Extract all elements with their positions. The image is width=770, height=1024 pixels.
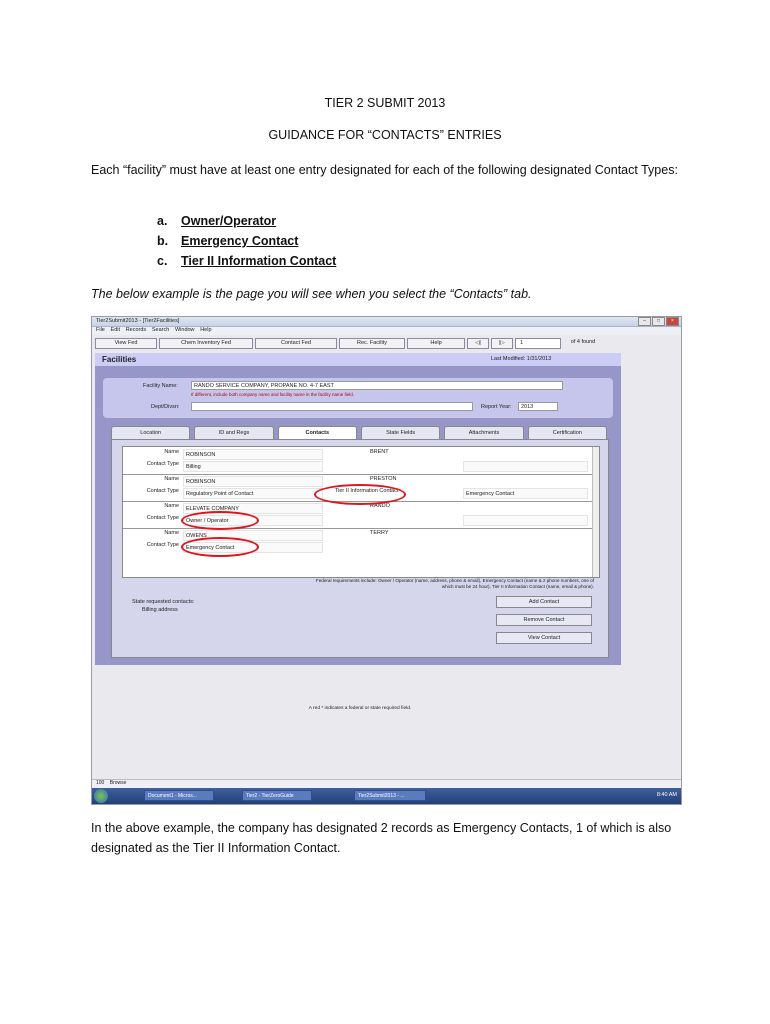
name-label: Name — [164, 503, 179, 509]
record-number-field[interactable]: 1 — [515, 338, 561, 349]
contacts-list — [122, 446, 600, 578]
contact-last-name: OWENS — [183, 530, 323, 541]
required-field-note: A red * indicates a federal or state required field. — [308, 706, 412, 711]
tab-certification[interactable]: Certification — [528, 426, 607, 439]
window-controls — [638, 317, 679, 326]
list-marker: c. — [157, 254, 168, 268]
nav-rec-facility-button[interactable]: Rec. Facility — [339, 338, 405, 349]
taskbar-item[interactable]: Tier2 - TierZeroGuide — [242, 790, 312, 801]
facility-panel — [95, 366, 621, 711]
contact-type-list — [157, 211, 336, 271]
menu-window[interactable]: Window — [174, 327, 195, 333]
contact-type-value: Billing — [183, 461, 323, 472]
maximize-icon[interactable]: □ — [652, 317, 665, 326]
record-count: of 4 found — [570, 339, 596, 345]
tab-state-fields[interactable]: State Fields — [361, 426, 440, 439]
menu-edit[interactable]: Edit — [110, 327, 121, 333]
windows-taskbar — [92, 788, 681, 804]
contact-last-name: ROBINSON — [183, 476, 323, 487]
menu-help[interactable]: Help — [200, 327, 212, 333]
menu-search[interactable]: Search — [151, 327, 170, 333]
table-row[interactable] — [123, 449, 593, 461]
contact-extra-empty — [463, 461, 588, 472]
nav-chem-inventory-button[interactable]: Chem Inventory Fed — [159, 338, 253, 349]
list-text: Emergency Contact — [181, 234, 299, 248]
view-contact-button[interactable]: View Contact — [496, 632, 592, 644]
nav-view-fed-button[interactable]: View Fed — [95, 338, 157, 349]
contact-first-name: PRESTON — [370, 476, 397, 482]
contact-first-name: BRENT — [370, 449, 389, 455]
divider — [123, 474, 593, 475]
zoom-level[interactable]: 100 — [96, 780, 105, 786]
doc-title: TIER 2 SUBMIT 2013 — [324, 96, 446, 110]
nav-contact-fed-button[interactable]: Contact Fed — [255, 338, 337, 349]
facility-name-warning: If different, include both company name and facility name in the facility name field. — [191, 392, 355, 397]
contact-first-name: RANDO — [370, 503, 390, 509]
app-screenshot — [91, 316, 682, 805]
contact-type-label: Contact Type — [146, 542, 179, 548]
start-icon[interactable] — [94, 789, 108, 803]
contact-type-value: Owner / Operator — [183, 515, 323, 526]
minimize-icon[interactable]: – — [638, 317, 651, 326]
tab-id-and-regs[interactable]: ID and Regs — [194, 426, 273, 439]
list-marker: b. — [157, 234, 169, 248]
doc-conclusion: In the above example, the company has designated 2 records as Emergency Contacts, 1 of which is also designated as the Tier II Information Contact. — [91, 821, 672, 855]
facility-name-input[interactable]: RANDO SERVICE COMPANY, PROPANE NO. 4-7 EAST — [191, 381, 563, 390]
list-text: Tier II Information Contact — [181, 254, 337, 268]
list-item — [157, 251, 336, 271]
tab-attachments[interactable]: Attachments — [444, 426, 523, 439]
name-label: Name — [164, 530, 179, 536]
window-title: Tier2Submit2013 - [Tier2Facilities] — [96, 318, 180, 324]
contact-type-value: Emergency Contact — [183, 542, 323, 553]
contact-type-label: Contact Type — [146, 461, 179, 467]
facilities-header — [95, 353, 621, 366]
next-record-icon[interactable]: |▷ — [491, 338, 513, 349]
add-contact-button[interactable]: Add Contact — [496, 596, 592, 608]
last-modified — [491, 356, 551, 362]
menu-records[interactable]: Records — [125, 327, 147, 333]
facility-name-label: Facility Name: — [143, 383, 178, 389]
app-titlebar — [92, 317, 681, 327]
last-modified-label: Last Modified: — [491, 356, 526, 362]
report-year-label: Report Year: — [481, 404, 512, 410]
state-requested-label: State requested contacts: — [132, 599, 195, 605]
taskbar-item[interactable]: Document1 - Micros... — [144, 790, 214, 801]
contact-emergency-value: Emergency Contact — [463, 488, 588, 499]
highlight-tier2-ellipse — [314, 484, 406, 505]
tab-contacts[interactable]: Contacts — [278, 426, 357, 439]
name-label: Name — [164, 476, 179, 482]
contact-type-label: Contact Type — [146, 488, 179, 494]
contact-type-label: Contact Type — [146, 515, 179, 521]
nav-help-button[interactable]: Help — [407, 338, 465, 349]
remove-contact-button[interactable]: Remove Contact — [496, 614, 592, 626]
dept-label: Dept/Divsn: — [151, 404, 180, 410]
last-modified-value: 1/31/2013 — [526, 356, 552, 362]
facility-tabs — [111, 426, 607, 439]
billing-address-label: Billing address — [142, 607, 178, 613]
tab-location[interactable]: Location — [111, 426, 190, 439]
app-menubar — [92, 327, 681, 335]
doc-intro: Each “facility” must have at least one entry designated for each of the following designated Contact Types: — [91, 163, 678, 177]
list-marker: a. — [157, 214, 168, 228]
dept-input[interactable] — [191, 402, 473, 411]
contact-extra-empty — [463, 515, 588, 526]
close-icon[interactable]: × — [666, 317, 679, 326]
contact-last-name: ROBINSON — [183, 449, 323, 460]
contacts-scrollbar[interactable] — [592, 447, 599, 577]
list-text: Owner/Operator — [181, 214, 277, 228]
system-clock: 8:40 AM — [656, 792, 677, 798]
menu-file[interactable]: File — [96, 327, 105, 333]
state-requested-contacts — [132, 598, 194, 614]
prev-record-icon[interactable]: ◁| — [467, 338, 489, 349]
taskbar-item[interactable]: Tier2Submit2013 - ... — [354, 790, 426, 801]
app-navbar — [95, 338, 620, 348]
contact-type-value: Regulatory Point of Contact — [183, 488, 323, 499]
list-item — [157, 231, 336, 251]
report-year-input[interactable]: 2013 — [518, 402, 558, 411]
list-item — [157, 211, 336, 231]
highlight-emergency-ellipse — [181, 537, 259, 557]
divider — [123, 528, 593, 529]
doc-subtitle: GUIDANCE FOR “CONTACTS” ENTRIES — [268, 128, 502, 142]
contact-tier2-value: Tier II Information Contact — [335, 488, 399, 494]
name-label: Name — [164, 449, 179, 455]
example-caption: The below example is the page you will see when you select the “Contacts” tab. — [91, 287, 532, 301]
table-row[interactable] — [123, 461, 593, 473]
contact-last-name: ELEVATE COMPANY — [183, 503, 323, 514]
page-title: Facilities — [102, 355, 137, 364]
highlight-owner-ellipse — [181, 511, 259, 530]
contact-first-name: TERRY — [370, 530, 389, 536]
facility-fields — [103, 378, 613, 418]
mode-indicator: Browse — [109, 780, 127, 786]
federal-requirements-note: Federal requirements include: Owner / Operator (name, address, phone & email), Emergency Contact (name & 2 phone numbers, one of which must be 24 hour), Tier II Information Contact (name, email & phone). — [315, 578, 594, 589]
